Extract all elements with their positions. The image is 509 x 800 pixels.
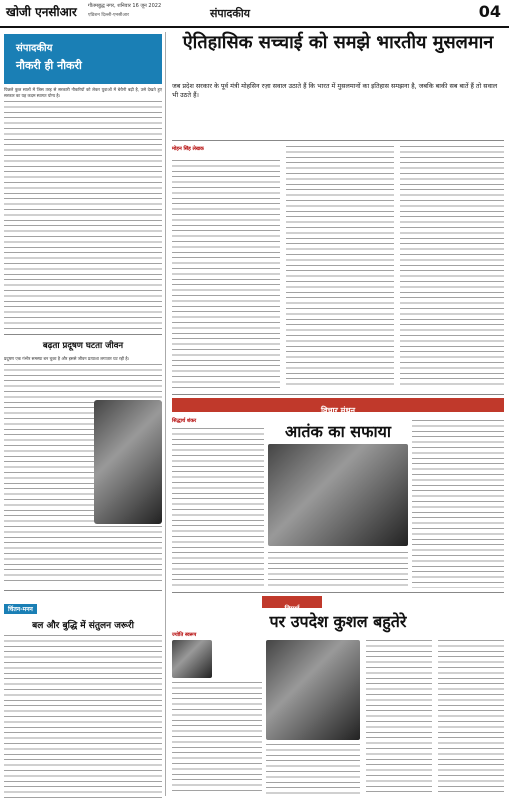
lead-deck-text: जब प्रदेश सरकार के पूर्व मंत्री मोहसिन रज़ा सवाल उठाते हैं कि भारत में मुसलमानों का इतिहास समझना है, जबकि बाकी सब बातें हैं तो सवाल भी उठते हैं। <box>172 82 498 99</box>
divider <box>4 334 162 335</box>
bottom-text-col-2 <box>266 744 360 794</box>
feature-intro: प्रदूषण एक गंभीर समस्या बन चुका है और इससे जीवन प्रत्याशा लगातार घट रही है। <box>4 356 130 361</box>
dateline: गौतमबुद्ध नगर, शनिवार 16 जून 2022 <box>88 3 162 9</box>
opinion-band-label: विचार मंथन <box>320 406 356 415</box>
divider <box>172 592 504 593</box>
divider <box>172 140 504 141</box>
lead-deck <box>172 82 504 136</box>
divider <box>4 590 162 591</box>
editorial-label: संपादकीय <box>16 43 53 54</box>
lower-left-box <box>4 596 162 796</box>
lower-left-text-lines <box>4 635 162 800</box>
opinion-band <box>172 398 504 415</box>
lower-left-label: चिंतन-मनन <box>4 604 37 614</box>
opinion-headline: आतंक का सफाया <box>284 422 392 441</box>
editorial-subtitle: नौकरी ही नौकरी <box>16 59 82 72</box>
bottom-headline: पर उपदेश कुशल बहुतेरे <box>269 612 407 631</box>
lead-headline: ऐतिहासिक सच्चाई को समझे भारतीय मुसलमान <box>182 32 494 53</box>
bottom-text-col-4 <box>438 640 504 794</box>
editorial-box <box>4 34 162 84</box>
bottom-text-col-1 <box>172 682 262 794</box>
lower-left-headline: बल और बुद्धि में संतुलन जरूरी <box>32 621 134 631</box>
page-number: 04 <box>478 2 501 21</box>
lead-text-col-1 <box>172 160 280 388</box>
editorial-intro: पिछले कुछ सालों में जिस तरह से सरकारी नौकरियों को लेकर युवाओं में बेचैनी बढ़ी है, उसे देखते हुए सरकार का यह कदम स्वागत योग्य है। <box>4 87 162 99</box>
editorial-text-lines <box>4 101 162 331</box>
section-title: संपादकीय <box>210 7 251 20</box>
bottom-text-col-3 <box>366 640 432 794</box>
bottom-band <box>262 596 322 613</box>
editorial-body <box>4 87 162 331</box>
lead-byline: मोहन सिंह लेखक <box>172 146 204 152</box>
newspaper-logo: खोजी एनसीआर <box>6 5 77 19</box>
feature-headline: बढ़ता प्रदूषण घटता जीवन <box>42 341 124 351</box>
lead-byline-box <box>172 146 282 158</box>
column-divider <box>165 32 166 796</box>
edition-line: एडिशन दिल्ली-एनसीआर <box>88 13 129 18</box>
bottom-portrait <box>172 640 212 678</box>
feature-photo <box>94 400 162 524</box>
opinion-photo <box>268 444 408 546</box>
bottom-byline: ज्योति स्वरूप <box>172 632 197 638</box>
lead-text-col-3 <box>400 146 504 388</box>
opinion-text-col-1 <box>172 428 264 588</box>
opinion-byline: सिद्धार्थ शंकर <box>172 418 197 424</box>
opinion-caption-lines <box>268 552 408 586</box>
bottom-photo <box>266 640 360 740</box>
divider <box>172 394 504 395</box>
masthead <box>0 0 509 28</box>
lead-text-col-2 <box>286 146 394 388</box>
opinion-text-col-2 <box>412 420 504 588</box>
bottom-band-label: विमर्श <box>284 605 300 613</box>
